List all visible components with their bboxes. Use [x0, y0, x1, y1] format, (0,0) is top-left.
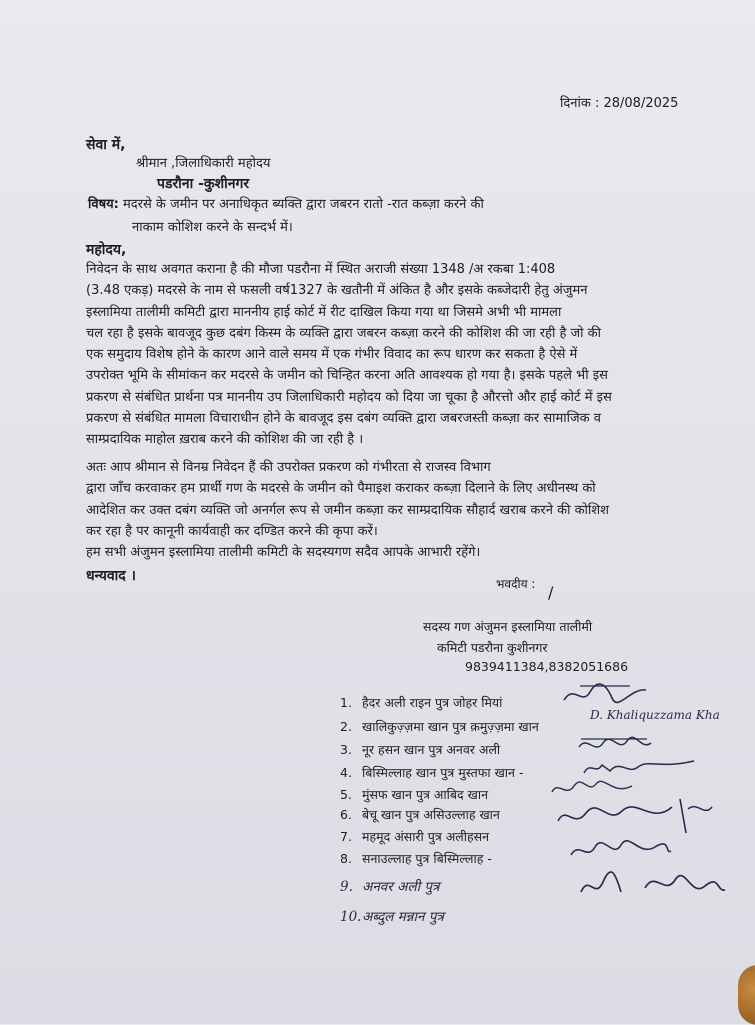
- body-line: प्रकरण से संबंधित प्रार्थना पत्र माननीय उप जिलाधिकारी महोदय को दिया जा चूका है औरत्तो और हाई कोर्ट में इस: [86, 389, 612, 405]
- signature-8: [575, 862, 730, 910]
- signature-mark: /: [548, 583, 554, 602]
- signature-6: [552, 795, 717, 835]
- subject-label: विषय:: [88, 197, 119, 212]
- body-line: निवेदन के साथ अवगत कराना है की मौजा पडरौना में स्थित अराजी संख्या 1348 /अ रकबा 1:408: [86, 262, 556, 277]
- body-line: एक समुदाय विशेष होने के कारण आने वाले समय में एक गंभीर विवाद का रूप धारण कर सकता है ऐसे में: [86, 347, 578, 363]
- member-item: 7. महमूद अंसारी पुत्र अलीहसन: [340, 829, 490, 844]
- signature-1: [560, 680, 650, 710]
- body-line: द्वारा जाँच करवाकर हम प्रार्थी गण के मदरसे के जमीन को पैमाइश कराकर कब्ज़ा दिलाने के लिए अधीनस्थ को: [86, 481, 596, 497]
- to-heading: सेवा में,: [86, 137, 126, 153]
- org-name-line-1: सदस्य गण अंजुमन इस्लामिया तालीमी: [423, 619, 593, 634]
- signature-2: D. Khaliquzzama Kha: [590, 708, 720, 722]
- subject-text: मदरसे के जमीन पर अनाधिकृत ब्यक्ति द्वारा जबरन रातो -रात कब्ज़ा करने की: [118, 197, 484, 212]
- letter-date: दिनांक : 28/08/2025: [560, 96, 679, 111]
- addressee: श्रीमान ,जिलाधिकारी महोदय: [136, 156, 271, 171]
- subject-line-2: नाकाम कोशिश करने के सन्दर्भ में।: [132, 220, 293, 235]
- member-item: 1. हैदर अली राइन पुत्र जोहर मियां: [340, 695, 503, 710]
- body-line: कर रहा है पर कानूनी कार्यवाही कर दण्डित करने की कृपा करें।: [86, 523, 378, 539]
- body-line: उपरोक्त भूमि के सीमांकन कर मदरसे के जमीन को चिन्हित करना अति आवश्यक हो गया है। इसके पहले भी इस: [86, 368, 608, 384]
- body-line: चल रहा है इसके बावजूद कुछ दबंग किस्म के व्यक्ति द्वारा जबरन कब्ज़ा करने की कोशिश की जा रही है जो की: [86, 325, 601, 341]
- member-item: 5. मुंसफ खान पुत्र आबिद खान: [340, 787, 489, 802]
- subject-line: [88, 194, 484, 212]
- body-line: प्रकरण से संबंधित मामला विचाराधीन होने के बावजूद इस दबंग व्यक्ति द्वारा जबरजस्ती कब्ज़ा कर सामाजिक व: [86, 411, 602, 427]
- body-line: साम्प्रदायिक माहोल ख़राब करने की कोशिश की जा रही है ।: [86, 432, 364, 448]
- member-item: 4. बिस्मिल्लाह खान पुत्र मुस्तफा खान -: [340, 765, 524, 780]
- thumb-in-photo: [738, 965, 755, 1025]
- org-name-line-2: कमिटी पडरौना कुशीनगर: [437, 640, 548, 655]
- member-item: 2. खालिकुज़्ज़मा खान पुत्र क़मुज़्ज़मा खान: [340, 719, 539, 734]
- thanks-line: धन्यवाद ।: [86, 568, 136, 584]
- member-item-handwritten: 10.अब्दुल मन्नान पुत्र: [340, 909, 444, 925]
- org-phone-numbers: 9839411384,8382051686: [465, 659, 629, 674]
- member-item-handwritten: 9. अनवर अली पुत्र: [340, 879, 440, 895]
- addressee-place: पडरौना -कुशीनगर: [157, 176, 250, 192]
- member-item: 8. सनाउल्लाह पुत्र बिस्मिल्लाह -: [340, 851, 492, 866]
- yours-faithfully: भवदीय :: [496, 577, 536, 591]
- member-item: 6. बेचू खान पुत्र असिउल्लाह खान: [340, 807, 500, 822]
- member-item: 3. नूर हसन खान पुत्र अनवर अली: [340, 742, 501, 757]
- body-line: अतः आप श्रीमान से विनम्र निवेदन हैं की उपरोक्त प्रकरण को गंभीरता से राजस्व विभाग: [86, 460, 491, 475]
- body-line: (3.48 एकड़) मदरसे के नाम से फसली वर्ष1327 के खतौनी में अंकित है और इसके कब्जेदारी हेतु अंजुमन: [86, 283, 588, 299]
- salutation: महोदय,: [86, 242, 127, 258]
- body-line: आदेशित कर उक्त दबंग व्यक्ति जो अनर्गल रूप से जमीन कब्ज़ा कर साम्प्रदायिक सौहार्द खराब करने की कोशिश: [86, 502, 609, 518]
- body-line: इस्लामिया तालीमी कमिटी द्वारा माननीय हाई कोर्ट में रीट दाखिल किया गया था जिसमे अभी भी मामला: [86, 304, 562, 320]
- body-line: हम सभी अंजुमन इस्लामिया तालीमी कमिटी के सदस्यगण सदैव आपके आभारी रहेंगे।: [86, 545, 481, 561]
- body-paragraph-2: [86, 457, 726, 563]
- body-paragraph-1: [86, 259, 726, 451]
